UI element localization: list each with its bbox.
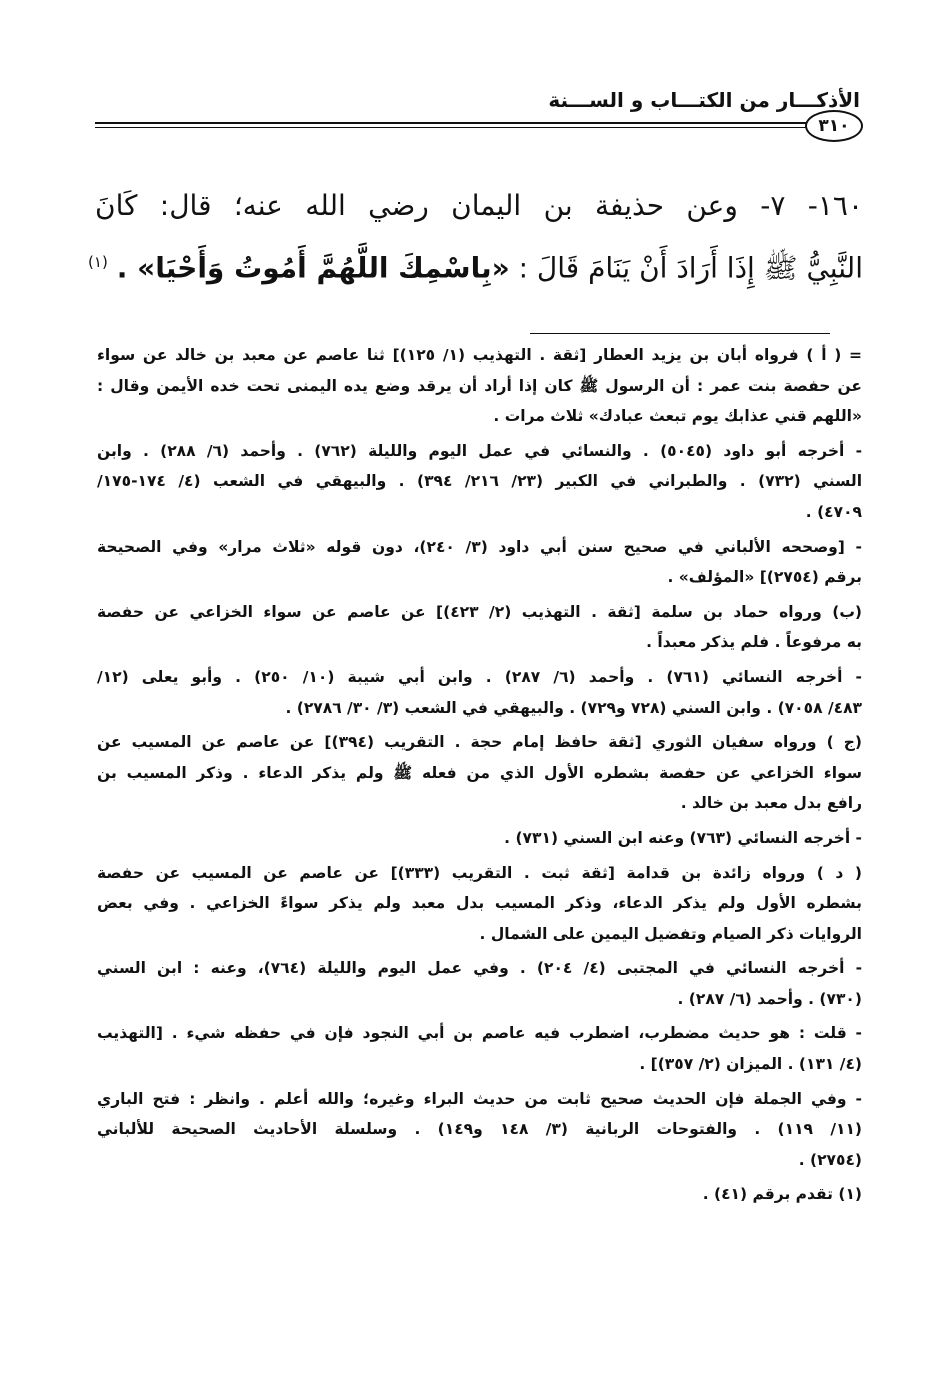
footnote-line: بشطره الأول ولم يذكر الدعاء، وذكر المسيب بدل معبد ولم يذكر سواءً الخزاعي . وفي بعض: [97, 894, 862, 913]
footnote-line: (٧٣٠) . وأحمد (٦/ ٢٨٧) .: [677, 989, 862, 1008]
running-header-title: الأذكـــار من الكتـــاب و الســـنة: [548, 88, 860, 112]
footnote-line: عن حفصة بنت عمر : أن الرسول ﷺ كان إذا أراد أن يرقد وضع يده اليمنى تحت خده الأيمن وقال :: [97, 376, 862, 395]
footnote-line: - أخرجه النسائي (٧٦١) . وأحمد (٦/ ٢٨٧) . وابن أبي شيبة (١٠/ ٢٥٠) . وأبو يعلى (١٢/: [97, 667, 862, 686]
footnote-line: به مرفوعاً . فلم يذكر معبداً .: [646, 633, 862, 652]
footnote-line: (ج ) ورواه سفيان الثوري [ثقة حافظ إمام حجة . التقريب (٣٩٤)] عن عاصم عن المسيب عن: [97, 733, 862, 752]
footnote-paragraph: [97, 823, 862, 854]
hadith-line-1: ١٦٠- ٧- وعن حذيفة بن اليمان رضي الله عنه؛ قال: كَانَ: [95, 189, 863, 222]
footnote-paragraph: [97, 858, 862, 950]
footnote-line: (٤/ ١٣١) . الميزان (٢/ ٣٥٧)] .: [639, 1055, 862, 1074]
header-rule: [95, 122, 807, 128]
footnote-paragraph: [97, 1179, 862, 1210]
footnote-line: برقم (٢٧٥٤)] «المؤلف» .: [667, 568, 862, 587]
footnote-paragraph: [97, 727, 862, 819]
footnote-line: (٢٧٥٤) .: [798, 1150, 862, 1169]
footnote-line: - قلت : هو حديث مضطرب، اضطرب فيه عاصم بن أبي النجود فإن في حفظه شيء . [التهذيب: [97, 1024, 862, 1043]
footnote-line: - أخرجه النسائي في المجتبى (٤/ ٢٠٤) . وفي عمل اليوم والليلة (٧٦٤)، وعنه : ابن السني: [97, 959, 863, 978]
footnote-paragraph: [97, 436, 862, 528]
footnote-line: الروايات ذكر الصيام وتفضيل اليمين على الشمال .: [479, 924, 862, 943]
footnote-paragraph: [97, 1084, 862, 1176]
footnote-separator: [530, 333, 830, 334]
footnote-paragraph: [97, 662, 862, 723]
footnote-reference: (١): [88, 253, 108, 271]
hadith-text: [88, 178, 863, 296]
footnote-paragraph: [97, 340, 862, 432]
footnote-line: ٤٧٠٩) .: [805, 502, 862, 521]
footnote-line: «اللهم قني عذابك يوم تبعث عبادك» ثلاث مرات .: [493, 407, 862, 426]
footnote-line: سواء الخزاعي عن حفصة بشطره الأول الذي من فعله ﷺ ولم يذكر الدعاء . وذكر المسيب بن: [97, 763, 862, 782]
footnotes: [97, 340, 862, 1214]
footnote-paragraph: [97, 953, 862, 1014]
footnote-paragraph: [97, 1018, 862, 1079]
footnote-paragraph: [97, 597, 862, 658]
footnote-line: - وفي الجملة فإن الحديث صحيح ثابت من حديث البراء وغيره؛ والله أعلم . وانظر : فتح الباري: [97, 1089, 862, 1108]
footnote-line: (١١/ ١١٩) . والفتوحات الربانية (٣/ ١٤٨ و١٤٩) . وسلسلة الأحاديث الصحيحة للألباني: [97, 1120, 863, 1139]
footnote-line: (١) تقدم برقم (٤١) .: [702, 1185, 862, 1204]
page-number: ٣١٠: [805, 110, 863, 142]
hadith-dua-quote: «بِاسْمِكَ اللَّهُمَّ أَمُوتُ وَأَحْيَا» .: [116, 251, 510, 285]
footnote-line: - أخرجه النسائي (٧٦٣) وعنه ابن السني (٧٣١) .: [504, 828, 862, 847]
footnote-line: ( د ) ورواه زائدة بن قدامة [ثقة ثبت . التقريب (٣٣٣)] عن عاصم عن المسيب عن حفصة: [97, 863, 862, 882]
footnote-line: السني (٧٣٢) . والطبراني في الكبير (٢٣/ ٢١٦/ ٣٩٤) . والبيهقي في الشعب (٤/ ١٧٤-١٧٥/: [97, 472, 863, 491]
footnote-line: ٤٨٣/ ٧٠٥٨) . وابن السني (٧٢٨ و٧٢٩) . والبيهقي في الشعب (٣/ ٣٠/ ٢٧٨٦) .: [285, 698, 862, 717]
footnote-paragraph: [97, 532, 862, 593]
footnote-line: - أخرجه أبو داود (٥٠٤٥) . والنسائي في عمل اليوم والليلة (٧٦٢) . وأحمد (٦/ ٢٨٨) . وابن: [97, 441, 862, 460]
hadith-line-2: [88, 234, 863, 296]
hadith-intro: النَّبِيُّ ﷺ إِذَا أَرَادَ أَنْ يَنَامَ قَالَ :: [518, 251, 863, 285]
footnote-line: رافع بدل معبد بن خالد .: [680, 794, 862, 813]
footnote-line: - [وصححه الألباني في صحيح سنن أبي داود (٣/ ٢٤٠)، دون قوله «ثلاث مرار» وفي الصحيحة: [97, 537, 862, 556]
footnote-line: = ( أ ) فرواه أبان بن يزيد العطار [ثقة . التهذيب (١/ ١٢٥)] ثنا عاصم عن معبد بن خالد عن سواء: [97, 346, 862, 364]
footnote-line: (ب) ورواه حماد بن سلمة [ثقة . التهذيب (٢/ ٤٢٣)] عن عاصم عن سواء الخزاعي عن حفصة: [97, 602, 862, 621]
